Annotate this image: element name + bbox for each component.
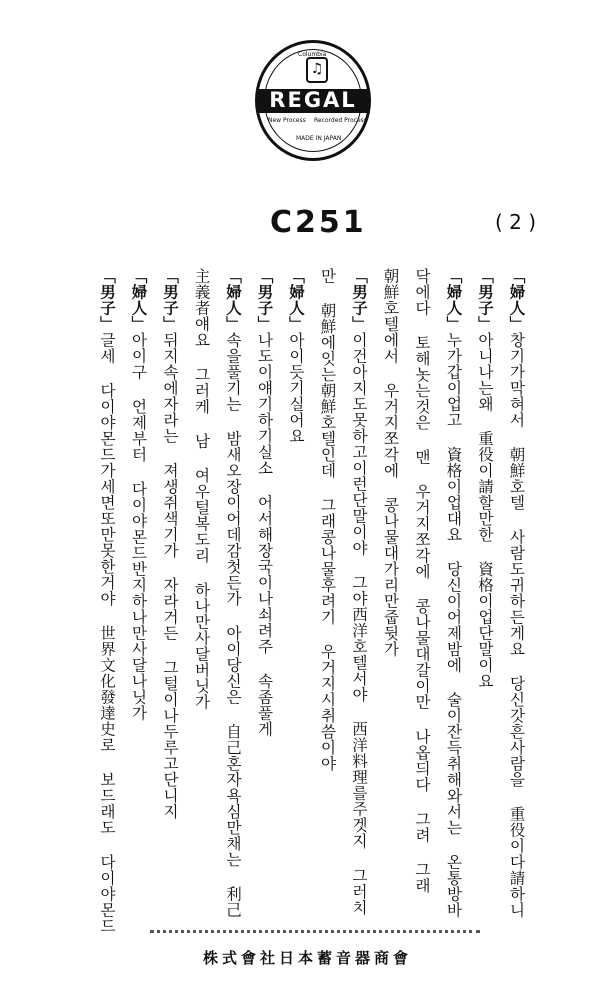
catalog-number: C251 xyxy=(270,205,367,240)
line-text: 나도이얘기하기실소 어서해장국이나쇠려주 속좀풀게 xyxy=(255,332,274,737)
text-line xyxy=(445,268,462,923)
logo-brand: REGAL xyxy=(269,88,357,112)
text-line xyxy=(414,268,430,923)
line-text: 닥에다 토해놋는것은 맨 우거지쪼각에 콩나물대갈이만 나옵듸다 그려 그래 xyxy=(413,268,431,894)
speaker-label: 「婦人」 xyxy=(129,268,149,332)
line-text: 뒤지속에자라는 져생쥐색기가 자라거든 그털이나두루고단니지 xyxy=(161,332,179,820)
text-line xyxy=(382,268,398,923)
line-text: 아니나는왜 重役이請할만한 資格이업단말이요 xyxy=(476,332,494,689)
text-line xyxy=(288,268,305,923)
text-line xyxy=(193,268,209,923)
speaker-label: 「男子」 xyxy=(255,268,275,332)
logo-left-small: New Process xyxy=(268,117,306,124)
line-text: 누가갑이업고 資格이업대요 당신이어제밤에 술이잔득취해와서는 온통방바 xyxy=(444,332,463,918)
line-text: 主義者얘요 그러케 남 여우털복도리 하나만사달버닛가 xyxy=(192,268,211,710)
logo-bottom-small: MADE IN JAPAN xyxy=(296,135,342,142)
logo-right-small: Recorded Process xyxy=(314,117,367,124)
text-line xyxy=(351,268,368,923)
speaker-label: 「婦人」 xyxy=(507,268,527,332)
line-text: 아이듯기실어요 xyxy=(287,332,305,444)
speaker-label: 「男子」 xyxy=(161,268,180,332)
text-line xyxy=(508,268,525,923)
text-line xyxy=(256,268,273,923)
line-text: 이건아지도못하고이런단말이야 그야西洋호텔서야 西洋料理를주겟지 그러치 xyxy=(350,332,368,916)
text-line xyxy=(477,268,494,923)
speaker-label: 「男子」 xyxy=(98,268,117,332)
line-text: 만 朝鮮에잇는朝鮮호텔인데 그래콩나물후려기 우거지시취씀이야 xyxy=(318,268,337,772)
line-text: 창기가막혀서 朝鮮호텔 사람도귀하든게요 당신갓흔사람을 重役이다請하니 xyxy=(507,332,526,918)
side-number: ( 2 ) xyxy=(495,210,537,234)
text-line xyxy=(98,268,117,934)
speaker-label: 「婦人」 xyxy=(444,268,464,332)
music-note-icon: ♫ xyxy=(306,57,328,83)
logo-upper-text: Columbia xyxy=(298,51,327,58)
line-text: 아이구 언제부터 다이야몬드반지하나만사달나닛가 xyxy=(129,332,148,721)
line-text: 글세 다이야몬드가세면또만못한거야 世界文化發達史로 보드래도 다이야몬드 xyxy=(98,332,116,934)
speaker-label: 「婦人」 xyxy=(224,268,243,332)
speaker-label: 「男子」 xyxy=(350,268,369,332)
speaker-label: 「男子」 xyxy=(476,268,495,332)
divider xyxy=(150,930,480,943)
text-line xyxy=(225,268,242,923)
text-line xyxy=(162,268,179,923)
line-text: 朝鮮호텔에서 우거지쪼각에 콩나물대가리만줍뒷가 xyxy=(381,268,400,657)
speaker-label: 「婦人」 xyxy=(287,268,306,332)
regal-logo xyxy=(255,40,371,161)
line-text: 속을풀기는 밤새오장이어데감첫든가 아이당신은 自己혼자욕심만채는 利己 xyxy=(224,332,242,918)
text-line xyxy=(130,268,147,923)
publisher-footer: 株式會社日本蓄音器商會 xyxy=(202,949,412,967)
text-line xyxy=(319,268,335,923)
